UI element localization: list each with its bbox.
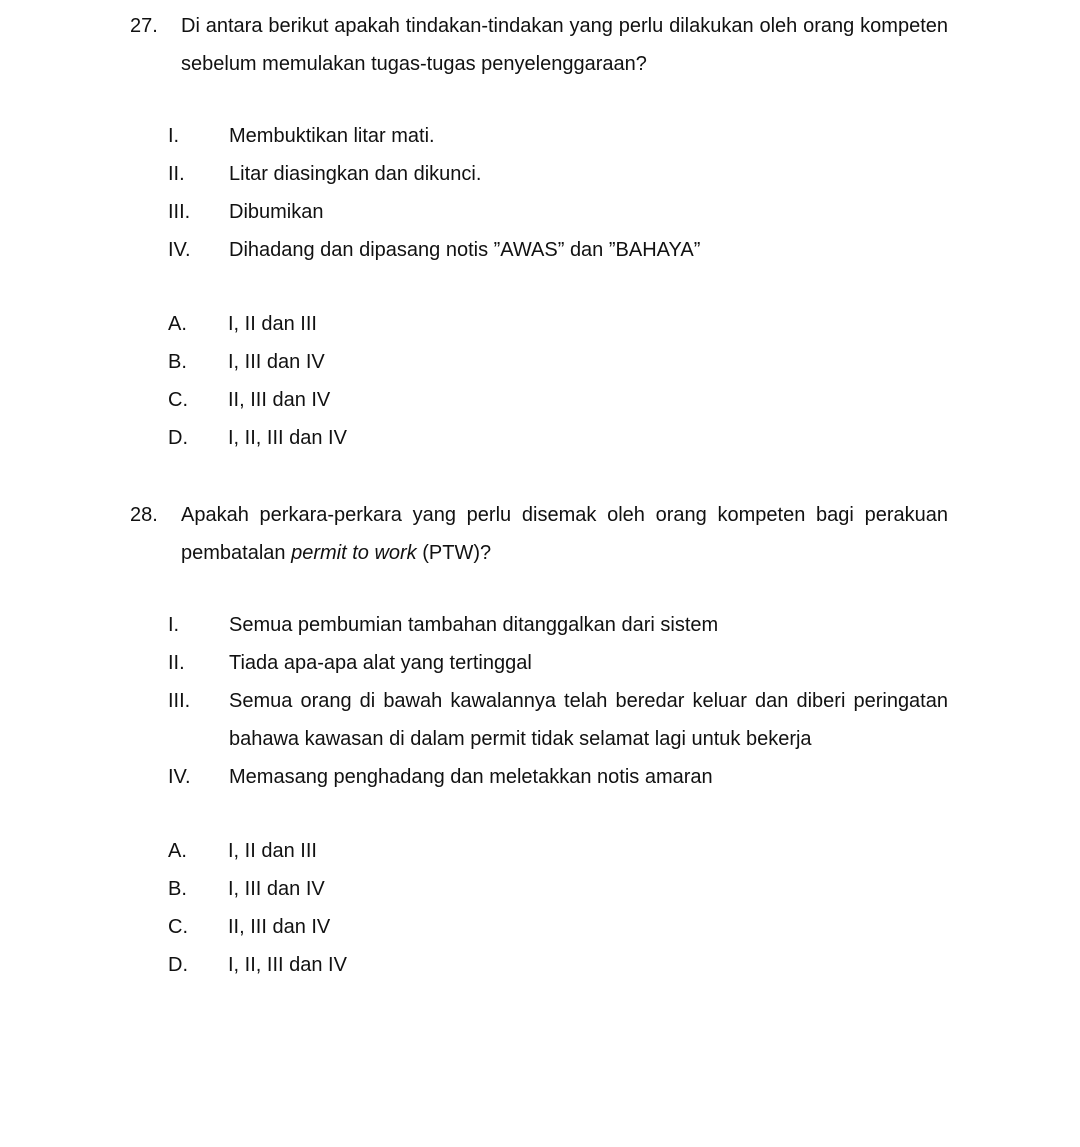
statement-text: Litar diasingkan dan dikunci. xyxy=(229,163,482,185)
statement-label: II. xyxy=(168,652,185,674)
statement-item xyxy=(168,606,948,644)
option-text: I, III dan IV xyxy=(228,878,325,900)
option-item xyxy=(168,870,948,908)
statement-text: Semua orang di bawah kawalannya telah beredar keluar dan diberi peringatan bahawa kawasan di dalam permit tidak selamat lagi untuk bekerja xyxy=(229,690,948,750)
option-text: II, III dan IV xyxy=(228,389,331,411)
option-label: A. xyxy=(168,840,187,862)
statement-label: III. xyxy=(168,201,191,223)
option-label: A. xyxy=(168,313,187,335)
option-list xyxy=(168,832,948,984)
statement-item xyxy=(168,117,948,155)
statement-text: Semua pembumian tambahan ditanggalkan dari sistem xyxy=(229,614,719,636)
statement-list xyxy=(168,117,948,269)
statement-item xyxy=(168,155,948,193)
statement-item xyxy=(168,682,948,758)
statement-text: Tiada apa-apa alat yang tertinggal xyxy=(229,652,532,674)
option-item xyxy=(168,908,948,946)
statement-text: Membuktikan litar mati. xyxy=(229,125,435,147)
question-text-italic: permit to work xyxy=(291,542,417,564)
option-text: II, III dan IV xyxy=(228,916,331,938)
question-text xyxy=(181,496,948,572)
statement-label: IV. xyxy=(168,766,191,788)
option-label: B. xyxy=(168,351,187,373)
statement-label: I. xyxy=(168,614,180,636)
statement-list xyxy=(168,606,948,796)
option-item xyxy=(168,343,948,381)
statement-item xyxy=(168,231,948,269)
option-label: B. xyxy=(168,878,187,900)
statement-label: IV. xyxy=(168,239,191,261)
question-number: 27. xyxy=(130,15,158,37)
option-text: I, II dan III xyxy=(228,840,317,862)
option-label: C. xyxy=(168,389,188,411)
question-28 xyxy=(130,496,948,984)
statement-text: Dihadang dan dipasang notis ”AWAS” dan ”BAHAYA” xyxy=(229,239,701,261)
option-text: I, III dan IV xyxy=(228,351,325,373)
question-27 xyxy=(130,7,948,457)
statement-label: II. xyxy=(168,163,185,185)
statement-text: Dibumikan xyxy=(229,201,324,223)
statement-text: Memasang penghadang dan meletakkan notis amaran xyxy=(229,766,713,788)
question-text-end: (PTW)? xyxy=(416,542,492,564)
option-item xyxy=(168,946,948,984)
statement-label: III. xyxy=(168,690,191,712)
option-item xyxy=(168,419,948,457)
statement-item xyxy=(168,644,948,682)
option-item xyxy=(168,305,948,343)
option-list xyxy=(168,305,948,457)
question-number: 28. xyxy=(130,504,158,526)
statement-item xyxy=(168,193,948,231)
question-text-main: Apakah perkara-perkara yang perlu disemak oleh orang kompeten bagi perakuan pembatalan xyxy=(181,504,948,564)
statement-item xyxy=(168,758,948,796)
option-text: I, II, III dan IV xyxy=(228,427,347,449)
question-text: Di antara berikut apakah tindakan-tindakan yang perlu dilakukan oleh orang kompeten sebelum memulakan tugas-tugas penyelenggaraan? xyxy=(181,15,948,75)
option-item xyxy=(168,381,948,419)
option-label: D. xyxy=(168,427,188,449)
option-text: I, II dan III xyxy=(228,313,317,335)
statement-label: I. xyxy=(168,125,180,147)
option-label: D. xyxy=(168,954,188,976)
option-text: I, II, III dan IV xyxy=(228,954,347,976)
option-label: C. xyxy=(168,916,188,938)
option-item xyxy=(168,832,948,870)
